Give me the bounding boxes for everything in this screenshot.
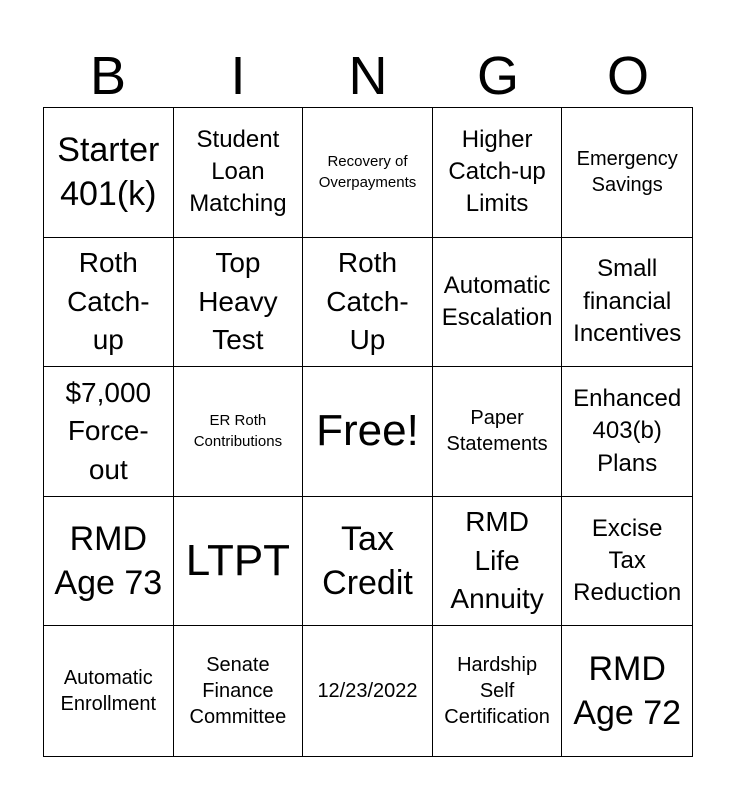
bingo-cell[interactable]: 12/23/2022 [303, 626, 433, 756]
header-letter-n: N [348, 46, 388, 106]
bingo-cell[interactable]: Emergency Savings [562, 108, 692, 238]
bingo-cell[interactable]: Enhanced 403(b) Plans [562, 367, 692, 497]
bingo-cell[interactable]: Paper Statements [433, 367, 563, 497]
bingo-cell[interactable]: Starter 401(k) [44, 108, 174, 238]
bingo-cell[interactable]: Hardship Self Certification [433, 626, 563, 756]
bingo-cell[interactable]: Top Heavy Test [174, 238, 304, 368]
header-letter-b: B [89, 46, 127, 106]
bingo-free-space[interactable]: Free! [303, 367, 433, 497]
bingo-cell[interactable]: Small financial Incentives [562, 238, 692, 368]
bingo-header [43, 46, 693, 106]
header-letter-g: G [476, 46, 519, 106]
bingo-board [43, 107, 693, 757]
bingo-cell[interactable]: RMD Age 72 [573, 650, 682, 733]
header-letter-o: O [606, 46, 649, 106]
bingo-cell[interactable]: Tax Credit [303, 497, 433, 627]
bingo-cell[interactable]: Automatic Escalation [433, 238, 563, 368]
bingo-cell[interactable]: Automatic Enrollment [44, 626, 174, 756]
bingo-cell[interactable]: Senate Finance Committee [174, 626, 304, 756]
bingo-cell[interactable]: Excise Tax Reduction [562, 497, 692, 627]
bingo-cell[interactable]: Student Loan Matching [174, 108, 304, 238]
bingo-cell[interactable]: Roth Catch- Up [303, 238, 433, 368]
bingo-cell[interactable]: $7,000 Force- out [44, 367, 174, 497]
bingo-cell[interactable]: LTPT [174, 497, 304, 627]
bingo-cell[interactable]: Roth Catch- up [44, 238, 174, 368]
bingo-cell[interactable]: RMD Life Annuity [433, 497, 563, 627]
header-letter-i: I [230, 46, 246, 106]
bingo-cell[interactable]: RMD Age 73 [44, 497, 174, 627]
bingo-cell[interactable]: ER Roth Contributions [174, 367, 304, 497]
bingo-cell[interactable]: Higher Catch-up Limits [433, 108, 563, 238]
bingo-cell[interactable]: Recovery of Overpayments [303, 108, 433, 238]
